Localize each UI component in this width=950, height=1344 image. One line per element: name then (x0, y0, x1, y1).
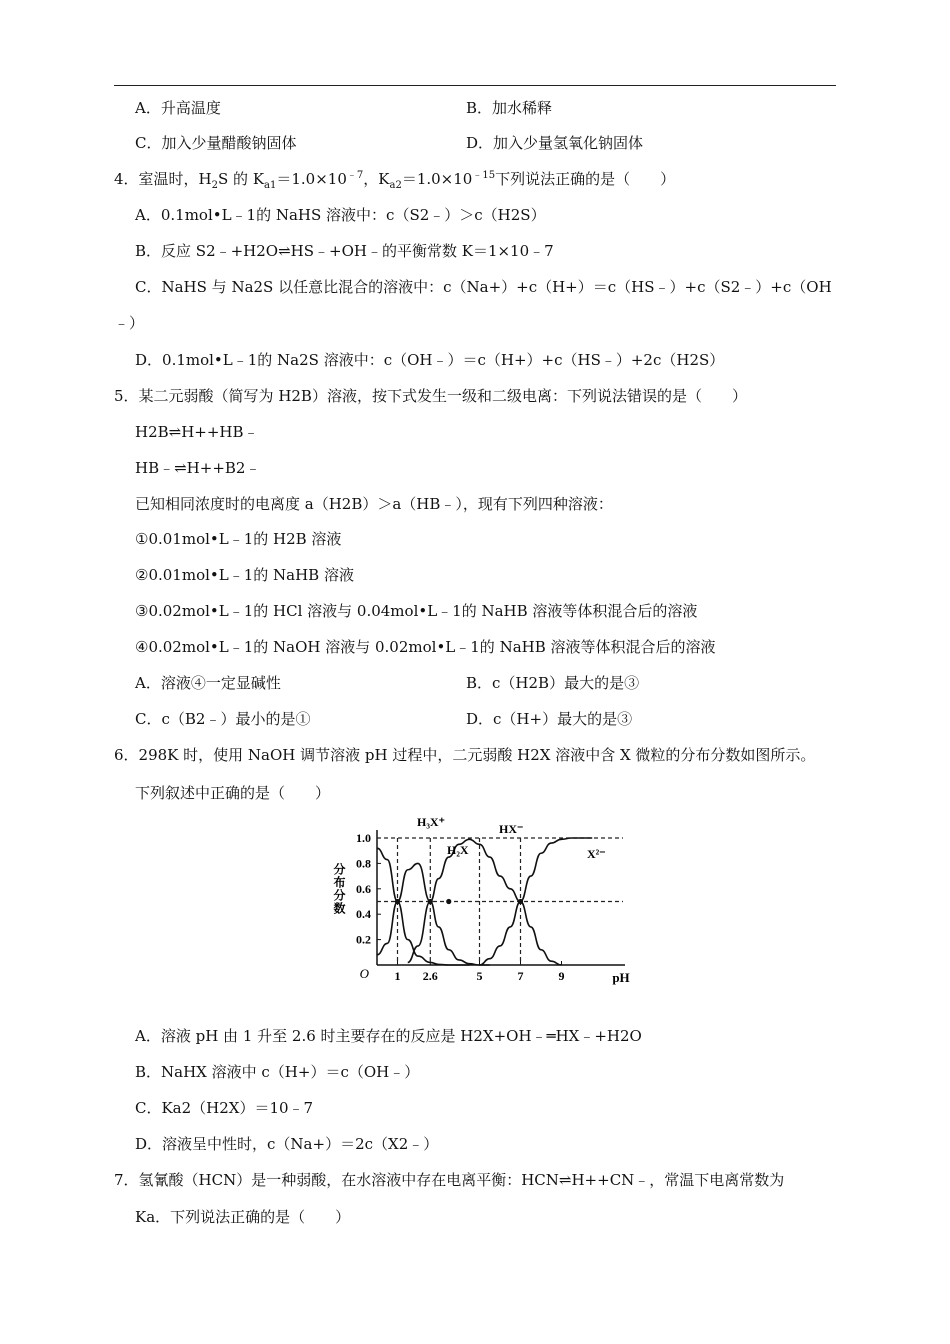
x-tick-label: 7 (517, 969, 524, 983)
q3-option-d: D．加入少量氢氧化钠固体 (466, 134, 644, 152)
q4-option-c: C．NaHS 与 Na2S 以任意比混合的溶液中：c（Na+）+c（H+）＝c（HS﹣）+c（S2﹣）+c（OH (135, 278, 832, 296)
y-tick-label: 0.4 (356, 907, 371, 922)
series-line-H2X (377, 863, 490, 965)
y-tick-label: 0.8 (356, 856, 371, 871)
q4-stem: 4．室温时，$H_2S$ 的 $K_{a1}=1.0\times 10^{﹣7}$，$K_{a2}=1.0\times 10^{﹣15}$下列说法正确的是（ ） (114, 170, 676, 191)
q6-stem-2: 下列叙述中正确的是（ ） (135, 784, 331, 802)
q4-option-a: A．0.1mol•L﹣1的 NaHS 溶液中：c（S2﹣）＞c（H2S） (135, 206, 546, 224)
y-tick-label: 0.2 (356, 932, 371, 947)
header-rule (114, 85, 836, 86)
intersection-point (395, 899, 400, 904)
x-tick-label: 5 (476, 969, 483, 983)
q7-stem-1: 7．氢氰酸（HCN）是一种弱酸，在水溶液中存在电离平衡：HCN⇌H++CN﹣，常温下电离常数为 (114, 1171, 785, 1189)
q3-option-b: B．加水稀释 (466, 99, 553, 117)
q6-option-c: C．Ka2（H2X）＝10﹣7 (135, 1099, 314, 1117)
q4-option-b: B．反应 S2﹣+H2O⇌HS﹣+OH﹣的平衡常数 K＝1×10﹣7 (135, 242, 554, 260)
q5-option-d: D．c（H+）最大的是③ (466, 710, 633, 728)
q3-option-a: A．升高温度 (135, 99, 221, 117)
q4-option-d: D．0.1mol•L﹣1的 Na2S 溶液中：c（OH﹣）＝c（H+）+c（HS﹣）+2c（H2S） (135, 351, 725, 369)
origin-label: O (359, 966, 369, 981)
q5-solution-3: ③0.02mol•L﹣1的 HCl 溶液与 0.04mol•L﹣1的 NaHB 溶液等体积混合后的溶液 (135, 602, 698, 620)
q5-equation-1: H2B⇌H++HB﹣ (135, 423, 259, 441)
y-tick-label: 0.6 (356, 881, 371, 896)
distribution-chart (325, 812, 645, 992)
q6-option-d: D．溶液呈中性时，c（Na+）＝2c（X2﹣） (135, 1135, 439, 1153)
series-line-H3X+ (377, 848, 469, 965)
q5-solution-4: ④0.02mol•L﹣1的 NaOH 溶液与 0.02mol•L﹣1的 NaHB 溶液等体积混合后的溶液 (135, 638, 716, 656)
q6-option-b: B．NaHX 溶液中 c（H+）＝c（OH﹣） (135, 1063, 420, 1081)
q5-solution-2: ②0.01mol•L﹣1的 NaHB 溶液 (135, 566, 354, 584)
q5-option-c: C．c（B2﹣）最小的是① (135, 710, 311, 728)
intersection-point (518, 899, 523, 904)
q5-stem: 5．某二元弱酸（简写为 H2B）溶液，按下式发生一级和二级电离：下列说法错误的是（ ） (114, 387, 747, 405)
q5-option-a: A．溶液④一定显碱性 (135, 674, 281, 692)
q7-stem-2: Ka．下列说法正确的是（ ） (135, 1208, 351, 1226)
q5-option-b: B．c（H2B）最大的是③ (466, 674, 640, 692)
q3-option-c: C．加入少量醋酸钠固体 (135, 134, 297, 152)
q6-stem-1: 6．298K 时，使用 NaOH 调节溶液 pH 过程中，二元弱酸 H2X 溶液中含 X 微粒的分布分数如图所示。 (114, 746, 816, 764)
q5-solution-1: ①0.01mol•L﹣1的 H2B 溶液 (135, 530, 342, 548)
series-label-H2X: H₂X (447, 843, 469, 857)
y-tick-label: 1.0 (356, 831, 371, 845)
intersection-point (446, 899, 451, 904)
q4-option-c-cont: ﹣） (114, 314, 145, 332)
series-label-X2-: X²⁻ (587, 847, 606, 861)
q5-equation-2: HB﹣⇌H++B2﹣ (135, 459, 261, 477)
x-axis-label: pH (612, 970, 630, 985)
series-label-HX-: HX⁻ (499, 822, 524, 836)
x-tick-label: 1 (394, 969, 401, 983)
y-axis-label: 分布分数 (332, 862, 346, 915)
q5-known: 已知相同浓度时的电离度 a（H2B）＞a（HB﹣），现有下列四种溶液： (135, 495, 613, 513)
intersection-point (428, 899, 433, 904)
x-tick-label: 2.6 (422, 969, 438, 983)
series-label-H3X+: H₃X⁺ (417, 815, 445, 829)
x-tick-label: 9 (558, 969, 565, 983)
q6-option-a: A．溶液 pH 由 1 升至 2.6 时主要存在的反应是 H2X+OH﹣═HX﹣+H2O (135, 1027, 642, 1045)
